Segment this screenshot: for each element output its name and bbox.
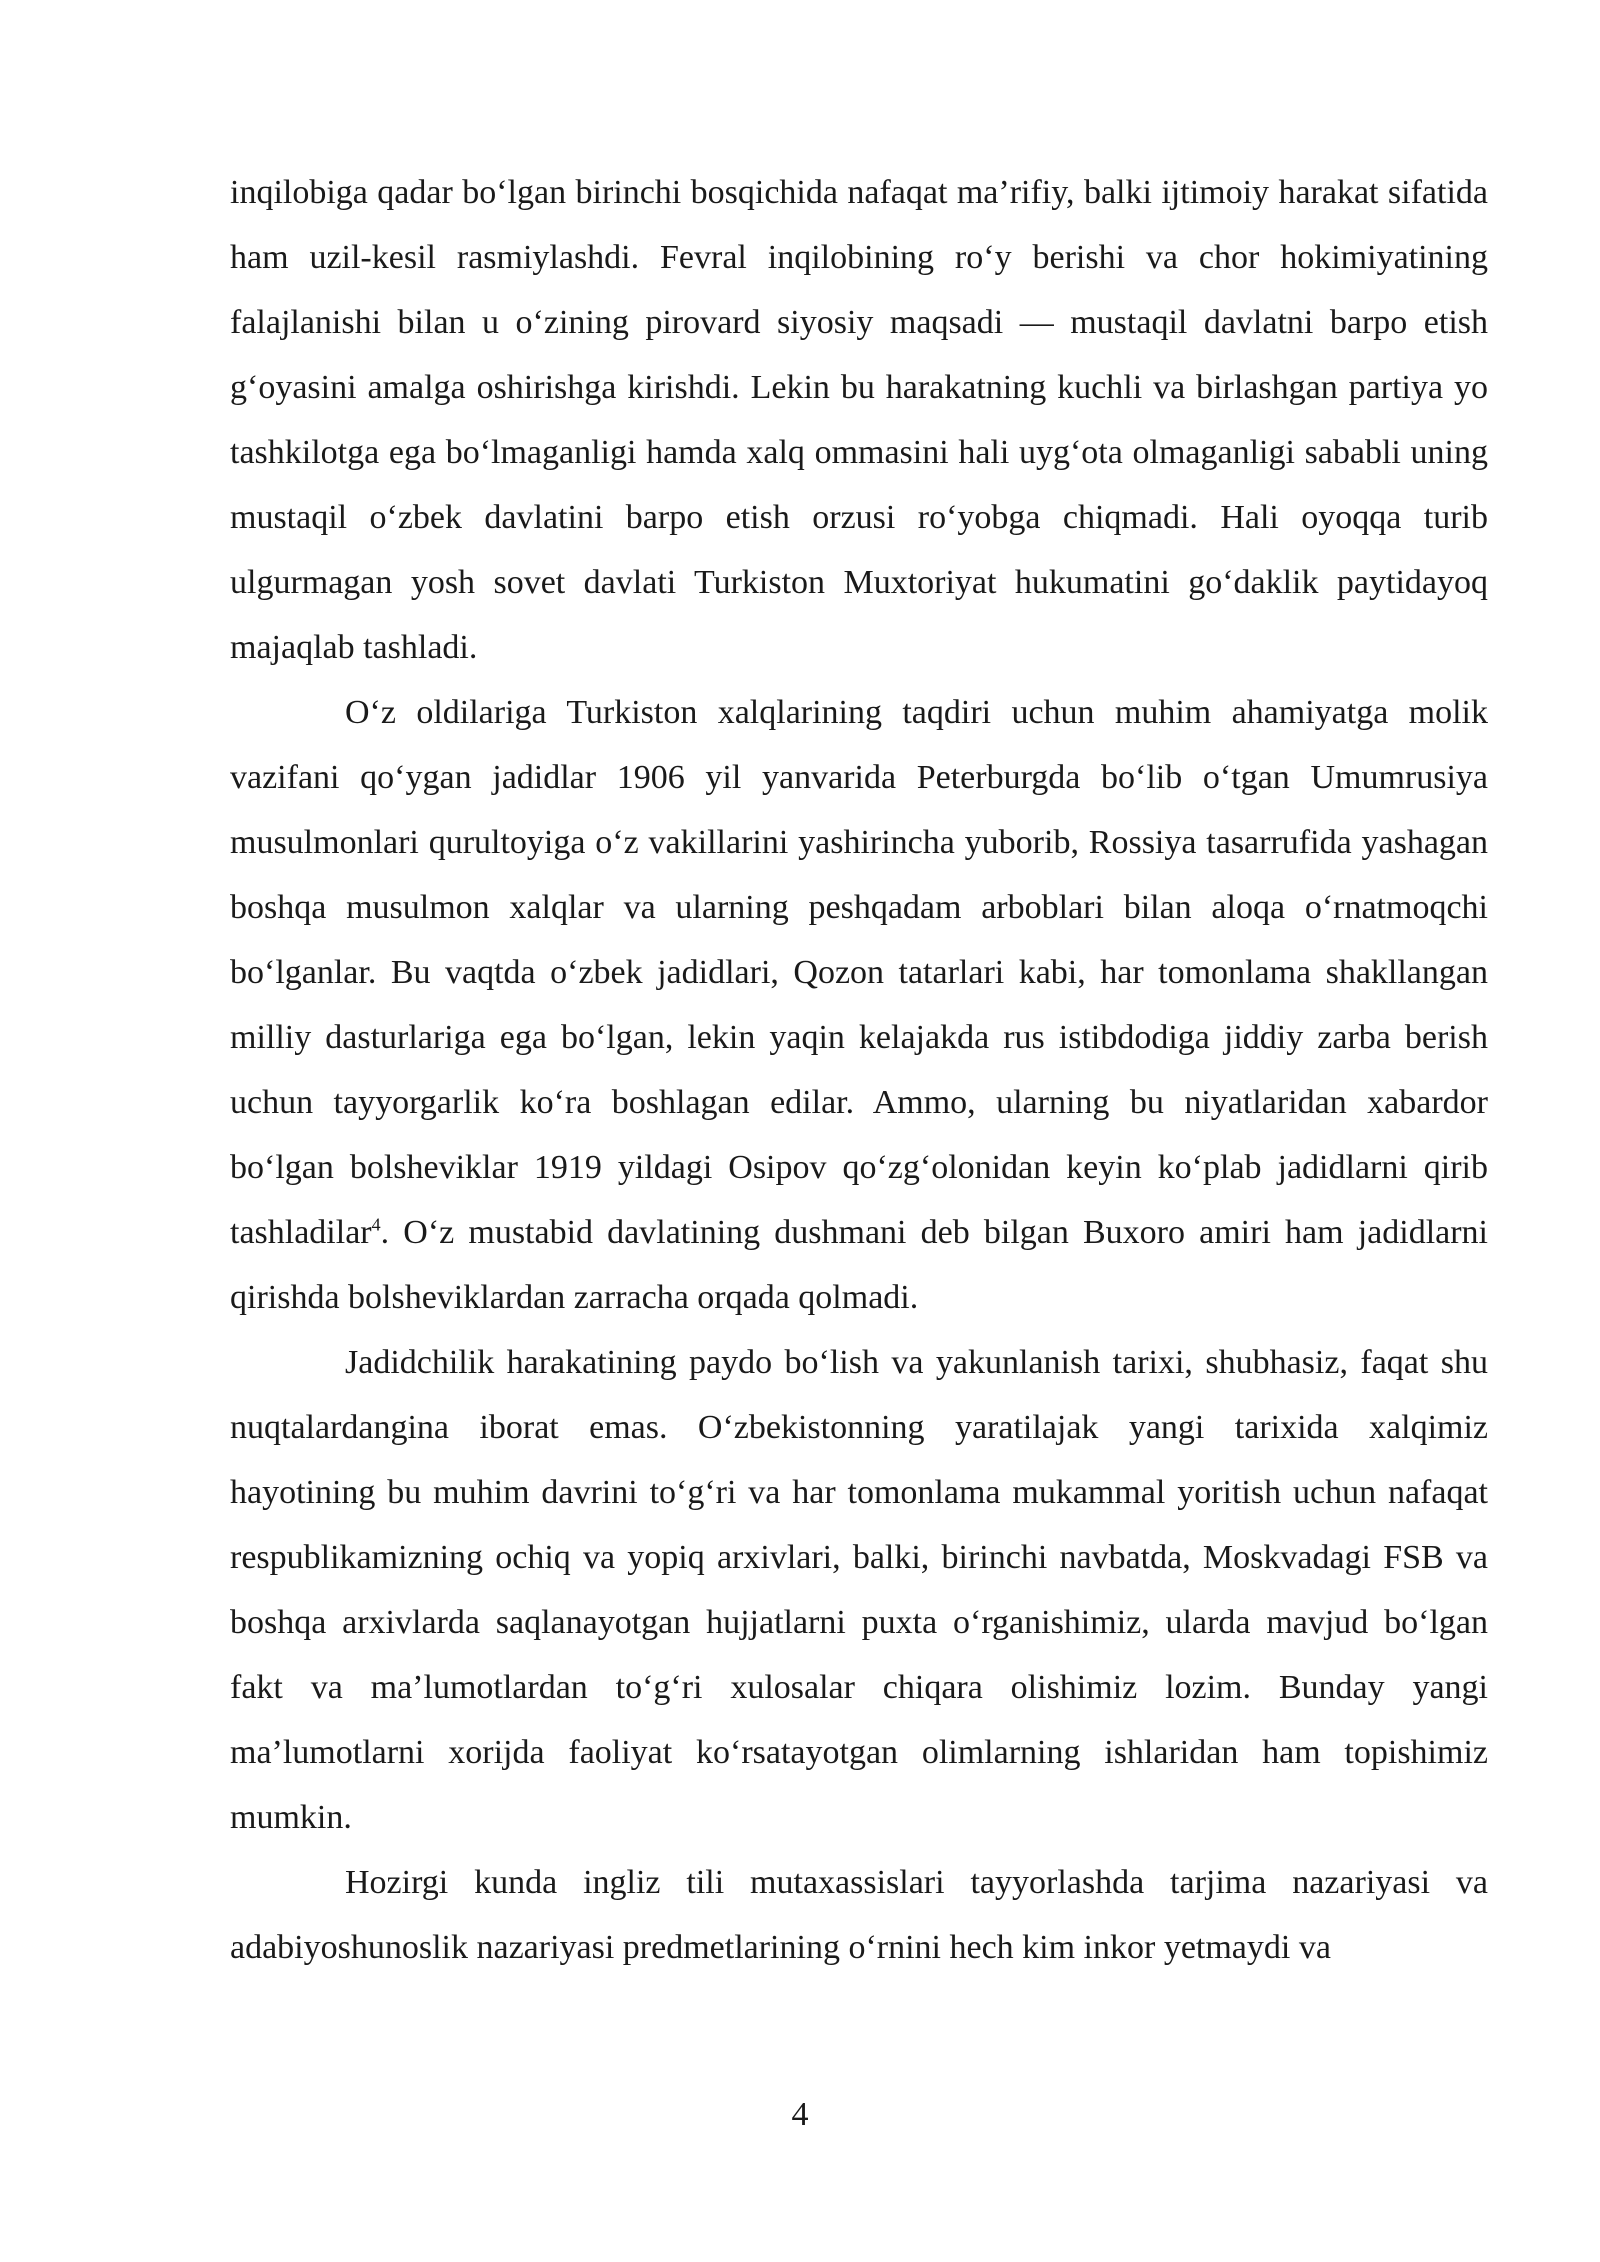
footnote-reference[interactable]: 4 bbox=[371, 1214, 381, 1235]
paragraph-4: Hozirgi kunda ingliz tili mutaxassislari tayyorlashda tarjima nazariyasi va adabiyoshunoslik nazariyasi predmetlarining o‘rnini hech kim inkor yetmaydi va bbox=[230, 1864, 1488, 1966]
body-text bbox=[230, 160, 1488, 1980]
paragraph-2 bbox=[230, 680, 1488, 1330]
paragraph-2-text: O‘z oldilariga Turkiston xalqlarining taqdiri uchun muhim ahamiyatga molik vazifani qo‘ygan jadidlar 1906 yil yanvarida Peterburgda bo‘lib o‘tgan Umumrusiya musulmonlari qurultoyiga o‘z vakillarini yashirincha yuborib, Rossiya tasarrufida yashagan boshqa musulmon xalqlar va ularning peshqadam arboblari bilan aloqa o‘rnatmoqchi bo‘lganlar. Bu vaqtda o‘zbek jadidlari, Qozon tatarlari kabi, har tomonlama shakllangan milliy dasturlariga ega bo‘lgan, lekin yaqin kelajakda rus istibdodiga jiddiy zarba berish uchun tayyorgarlik ko‘ra boshlagan edilar. Ammo, ularning bu niyatlaridan xabardor bo‘lgan bolsheviklar 1919 yildagi Osipov qo‘zg‘olonidan keyin ko‘plab jadidlarni qirib tashladilar bbox=[230, 694, 1488, 1251]
paragraph-1: inqilobiga qadar bo‘lgan birinchi bosqichida nafaqat ma’rifiy, balki ijtimoiy harakat sifatida ham uzil-kesil rasmiylashdi. Fevral inqilobining ro‘y berishi va chor hokimiyatining falajlanishi bilan u o‘zining pirovard siyosiy maqsadi — mustaqil davlatni barpo etish g‘oyasini amalga oshirishga kirishdi. Lekin bu harakatning kuchli va birlashgan partiya yo tashkilotga ega bo‘lmaganligi hamda xalq ommasini hali uyg‘ota olmaganligi sababli uning mustaqil o‘zbek davlatini barpo etish orzusi ro‘yobga chiqmadi. Hali oyoqqa turib ulgurmagan yosh sovet davlati Turkiston Muxtoriyat hukumatini go‘daklik paytidayoq majaqlab tashladi. bbox=[230, 174, 1488, 666]
paragraph-2-text-continued: . O‘z mustabid davlatining dushmani deb bilgan Buxoro amiri ham jadidlarni qirishda bolsheviklardan zarracha orqada qolmadi. bbox=[230, 1214, 1488, 1316]
page-number: 4 bbox=[791, 2096, 809, 2133]
paragraph-3: Jadidchilik harakatining paydo bo‘lish va yakunlanish tarixi, shubhasiz, faqat shu nuqtalardangina iborat emas. O‘zbekistonning yaratilajak yangi tarixida xalqimiz hayotining bu muhim davrini to‘g‘ri va har tomonlama mukammal yoritish uchun nafaqat respublikamizning ochiq va yopiq arxivlari, balki, birinchi navbatda, Moskvadagi FSB va boshqa arxivlarda saqlanayotgan hujjatlarni puxta o‘rganishimiz, ularda mavjud bo‘lgan fakt va ma’lumotlardan to‘g‘ri xulosalar chiqara olishimiz lozim. Bunday yangi ma’lumotlarni xorijda faoliyat ko‘rsatayotgan olimlarning ishlaridan ham topishimiz mumkin. bbox=[230, 1344, 1488, 1836]
